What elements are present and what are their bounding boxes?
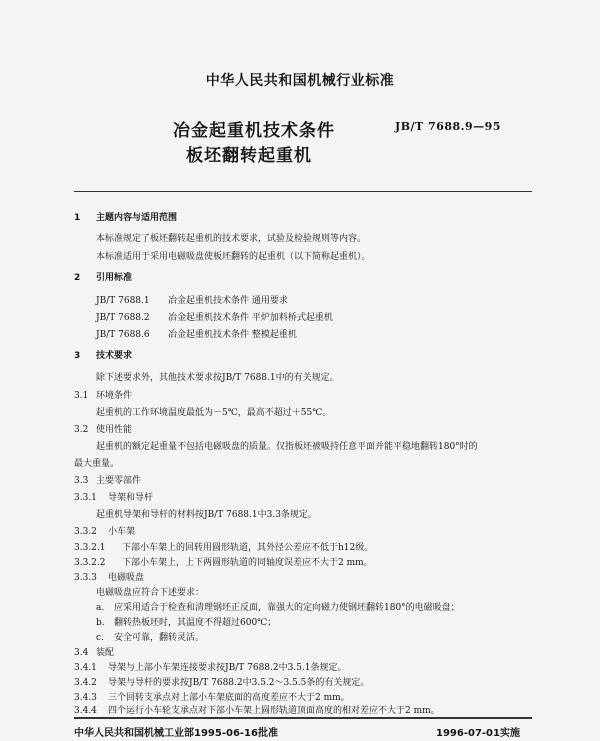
clause-text: 三个回转支承点对上部小车架底面的高度差应不大于2 mm。 xyxy=(108,693,350,703)
footer-divider xyxy=(74,717,532,719)
clause-title: 使用性能 xyxy=(96,425,133,435)
issuing-authority-header: 中华人民共和国机械行业标准 xyxy=(205,73,395,89)
clause-3-2-text-line-1: 起重机的额定起重量不包括电磁吸盘的质量。仅指板坯被吸持任意平面并能平稳地翻转180°时的 xyxy=(96,442,478,452)
clause-text: 四个运行小车轮支承点对下部小车架上圆形轨道顶面高度的相对差应不大于2 mm。 xyxy=(108,706,440,716)
clause-3-3-2-2 xyxy=(74,555,373,568)
reference-name: 冶金起重机技术条件 通用要求 xyxy=(168,296,288,306)
list-marker: a. xyxy=(96,603,105,613)
standard-number: JB/T 7688.9—95 xyxy=(395,120,501,133)
title-line-2: 板坯翻转起重机 xyxy=(186,146,312,166)
clause-3-3-2-1 xyxy=(74,540,373,553)
reference-item xyxy=(96,293,288,306)
title-line-1: 冶金起重机技术条件 xyxy=(173,121,335,141)
clause-3-4-heading xyxy=(74,645,114,658)
clause-3-4-3 xyxy=(74,690,350,703)
clause-number: 3.3.2.2 xyxy=(74,558,106,568)
section-3-heading xyxy=(74,348,132,361)
list-item xyxy=(96,615,276,628)
clause-number: 3.1 xyxy=(74,391,89,401)
clause-number: 3.3.2 xyxy=(74,527,97,537)
clause-number: 3.3.3 xyxy=(74,573,97,583)
section-2-number: 2 xyxy=(74,273,81,283)
clause-number: 3.2 xyxy=(74,425,89,435)
clause-number: 3.3.1 xyxy=(74,493,97,503)
clause-3-3-2-heading xyxy=(74,524,135,537)
clause-number: 3.4.1 xyxy=(74,663,97,673)
clause-text: 下部小车架上的回转用圆形轨道，其外径公差应不低于h12级。 xyxy=(122,543,374,553)
clause-text: 下部小车架上，上下两圆形轨道的同轴度误差应不大于2 mm。 xyxy=(122,558,373,568)
section-1-paragraph-2: 本标准适用于采用电磁吸盘使板坯翻转的起重机（以下简称起重机）。 xyxy=(96,252,371,262)
effective-date: 1996-07-01实施 xyxy=(436,728,520,739)
section-1-paragraph-1: 本标准规定了板坯翻转起重机的技术要求，试验及检验规则等内容。 xyxy=(96,234,367,244)
reference-item xyxy=(96,310,333,323)
clause-title: 小车架 xyxy=(108,527,136,537)
clause-3-3-3-heading xyxy=(74,570,144,583)
section-3-intro: 除下述要求外，其他技术要求按JB/T 7688.1中的有关规定。 xyxy=(96,373,339,383)
clause-number: 3.4.2 xyxy=(74,678,97,688)
clause-number: 3.4.4 xyxy=(74,706,97,716)
list-text: 应采用适合于检查和清理钢坯正反面，靠强大的定向磁力使钢坯翻转180°的电磁吸盘； xyxy=(114,603,460,613)
clause-3-4-4 xyxy=(74,703,440,716)
header-divider xyxy=(74,191,532,192)
clause-title: 主要零部件 xyxy=(96,476,142,486)
clause-3-3-heading xyxy=(74,473,141,486)
clause-number: 3.3.2.1 xyxy=(74,543,106,553)
clause-3-2-text-line-2: 最大重量。 xyxy=(74,459,120,469)
clause-title: 装配 xyxy=(96,648,115,658)
reference-code: JB/T 7688.2 xyxy=(96,313,150,323)
clause-3-3-1-text: 起重机导架和导杆的材料按JB/T 7688.1中3.3条规定。 xyxy=(96,510,317,520)
clause-title: 环境条件 xyxy=(96,391,133,401)
list-item xyxy=(96,600,460,613)
clause-number: 3.4 xyxy=(74,648,89,658)
section-2-heading xyxy=(74,270,132,283)
clause-3-1-heading xyxy=(74,388,132,401)
clause-3-3-1-heading xyxy=(74,490,153,503)
clause-title: 电磁吸盘 xyxy=(108,573,145,583)
list-item xyxy=(96,630,204,643)
clause-3-3-3-intro: 电磁吸盘应符合下述要求： xyxy=(96,588,205,598)
reference-code: JB/T 7688.6 xyxy=(96,330,150,340)
clause-text: 导架与导杆的要求按JB/T 7688.2中3.5.2～3.5.5条的有关规定。 xyxy=(108,678,370,688)
reference-name: 冶金起重机技术条件 平炉加料桥式起重机 xyxy=(168,313,333,323)
clause-3-2-heading xyxy=(74,422,132,435)
list-marker: c. xyxy=(96,633,104,643)
clause-3-4-2 xyxy=(74,675,369,688)
approval-date: 中华人民共和国机械工业部1995-06-16批准 xyxy=(74,728,278,739)
reference-code: JB/T 7688.1 xyxy=(96,296,150,306)
clause-number: 3.3 xyxy=(74,476,89,486)
clause-number: 3.4.3 xyxy=(74,693,97,703)
clause-3-4-1 xyxy=(74,660,347,673)
list-text: 安全可靠，翻转灵活。 xyxy=(114,633,205,643)
reference-item xyxy=(96,327,297,340)
clause-3-1-text: 起重机的工作环境温度最低为－5℃，最高不超过＋55℃。 xyxy=(96,408,332,418)
section-1-number: 1 xyxy=(74,213,81,223)
section-1-title: 主题内容与适用范围 xyxy=(96,213,178,223)
section-3-title: 技术要求 xyxy=(96,351,133,361)
list-marker: b. xyxy=(96,618,105,628)
section-2-title: 引用标准 xyxy=(96,273,133,283)
list-text: 翻转热板坯时，其温度不得超过600℃； xyxy=(114,618,277,628)
section-3-number: 3 xyxy=(74,351,81,361)
clause-title: 导架和导杆 xyxy=(108,493,154,503)
reference-name: 冶金起重机技术条件 整模起重机 xyxy=(168,330,297,340)
clause-text: 导架与上部小车架连接要求按JB/T 7688.2中3.5.1条规定。 xyxy=(108,663,347,673)
section-1-heading xyxy=(74,210,177,223)
